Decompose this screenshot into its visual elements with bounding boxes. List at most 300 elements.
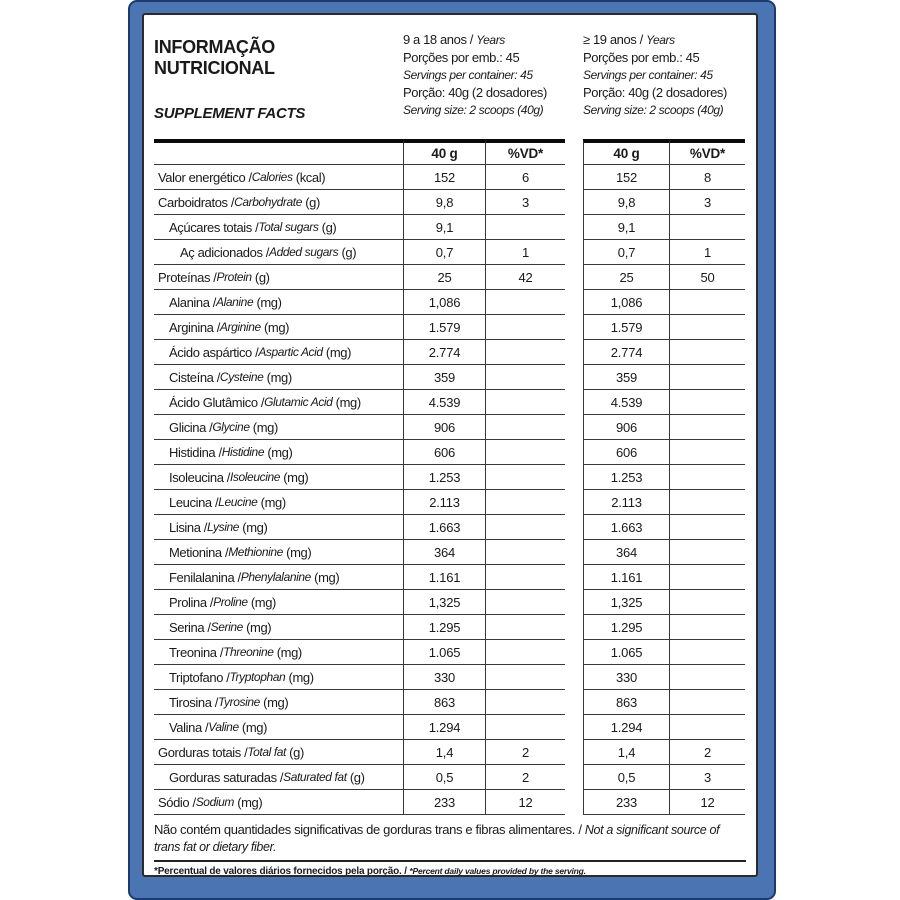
nutrient-name-pt: Sódio /: [158, 794, 196, 810]
amount-cell-group2: 1.065: [583, 640, 669, 665]
amount-cell-group2: 1,325: [583, 590, 669, 615]
dv-cell-group2: [669, 465, 745, 490]
dv-cell-group2: [669, 390, 745, 415]
dv-cell-group1: [485, 215, 565, 240]
amount-cell-group2: 1,4: [583, 740, 669, 765]
nutrient-name-pt: Isoleucina /: [169, 469, 230, 485]
dv-cell-group1: [485, 515, 565, 540]
table-gap: [565, 640, 583, 665]
nutrient-label-cell: [154, 690, 403, 715]
table-gap: [565, 490, 583, 515]
nutrient-name-en: Arginine: [219, 320, 261, 334]
amount-cell-group2: 152: [583, 165, 669, 190]
dv-cell-group1: [485, 690, 565, 715]
amount-cell-group1: 1.253: [403, 465, 485, 490]
dv-cell-group1: [485, 315, 565, 340]
nutrient-unit: (g): [285, 744, 304, 760]
table-gap: [565, 540, 583, 565]
nutrient-name-en: Tryptophan: [229, 670, 286, 684]
age-group-1-block: [403, 31, 583, 119]
nutrition-label-card: [142, 13, 758, 877]
nutrient-name-en: Phenylalanine: [240, 570, 311, 584]
age-group-2-block: [583, 31, 745, 119]
nutrient-name-en: Sodium: [195, 795, 234, 809]
dv-cell-group2: [669, 215, 745, 240]
table-row: [154, 765, 746, 790]
nutrient-unit: (g): [338, 244, 357, 260]
nutrient-unit: (mg): [260, 319, 290, 335]
nutrient-name-en: Carbohydrate: [234, 195, 302, 209]
daily-value-footnote: [154, 866, 746, 877]
dv-cell-group1: [485, 640, 565, 665]
table-row: [154, 665, 746, 690]
table-gap: [565, 565, 583, 590]
nutrient-name-en: Calories: [251, 170, 293, 184]
nutrient-name-en: Total fat: [247, 745, 286, 759]
nutrient-label-cell: [154, 615, 403, 640]
amount-cell-group2: 863: [583, 690, 669, 715]
nutrient-label-cell: [154, 190, 403, 215]
amount-cell-group1: 0,5: [403, 765, 485, 790]
nutrient-name-pt: Cisteína /: [169, 369, 220, 385]
table-row: [154, 640, 746, 665]
amount-cell-group1: 1.065: [403, 640, 485, 665]
table-row: [154, 165, 746, 190]
page-title: [154, 37, 403, 79]
amount-cell-group2: 4.539: [583, 390, 669, 415]
nutrient-label-cell: [154, 340, 403, 365]
portion-pt-1: Porção: 40g (2 dosadores): [403, 85, 547, 101]
portion-en-1: Serving size: 2 scoops (40g): [403, 102, 544, 117]
table-row: [154, 715, 746, 740]
nutrient-name-en: Proline: [213, 595, 248, 609]
dv-cell-group2: 12: [669, 790, 745, 815]
nutrient-name-en: Total sugars: [258, 220, 319, 234]
nutrient-label-cell: [154, 640, 403, 665]
amount-cell-group1: 152: [403, 165, 485, 190]
dv-cell-group2: 2: [669, 740, 745, 765]
nutrient-name-pt: Metionina /: [169, 544, 229, 560]
table-row: [154, 365, 746, 390]
dv-cell-group2: [669, 365, 745, 390]
dv-header-1: %VD*: [485, 139, 565, 165]
nutrient-unit: (mg): [249, 419, 278, 435]
table-row: [154, 215, 746, 240]
dv-cell-group2: [669, 540, 745, 565]
dv-cell-group2: [669, 290, 745, 315]
nutrient-name-en: Added sugars: [269, 245, 339, 259]
nutrient-label-cell: [154, 765, 403, 790]
nutrient-unit: (mg): [264, 444, 293, 460]
nutrient-name-en: Valine: [208, 720, 239, 734]
trans-fat-note: [154, 822, 746, 855]
dv-cell-group1: [485, 365, 565, 390]
table-gap: [565, 465, 583, 490]
header-title-block: [154, 31, 403, 122]
nutrient-label-cell: [154, 790, 403, 815]
dv-cell-group1: 42: [485, 265, 565, 290]
table-gap: [565, 440, 583, 465]
nutrient-name-en: Tyrosine: [217, 695, 260, 709]
dv-cell-group2: [669, 690, 745, 715]
dv-cell-group2: [669, 565, 745, 590]
dv-cell-group2: [669, 315, 745, 340]
amount-cell-group2: 1.579: [583, 315, 669, 340]
table-row: [154, 590, 746, 615]
table-gap: [565, 165, 583, 190]
amount-cell-group2: 9,8: [583, 190, 669, 215]
amount-cell-group1: 4.539: [403, 390, 485, 415]
amount-cell-group1: 1.295: [403, 615, 485, 640]
nutrient-label-cell: [154, 165, 403, 190]
dv-cell-group1: [485, 715, 565, 740]
dv-cell-group1: 2: [485, 740, 565, 765]
amount-cell-group2: 2.113: [583, 490, 669, 515]
amount-cell-group1: 1.294: [403, 715, 485, 740]
nutrient-label-cell: [154, 565, 403, 590]
dv-cell-group1: [485, 465, 565, 490]
dv-cell-group2: [669, 665, 745, 690]
table-row: [154, 790, 746, 815]
amount-cell-group2: 359: [583, 365, 669, 390]
nutrient-name-pt: Lisina /: [169, 519, 207, 535]
table-row: [154, 690, 746, 715]
table-gap: [565, 315, 583, 340]
table-body: [154, 165, 746, 815]
nutrient-name-en: Histidine: [221, 445, 265, 459]
amount-header-1: 40 g: [403, 139, 485, 165]
dv-cell-group2: 3: [669, 190, 745, 215]
amount-cell-group1: 1,325: [403, 590, 485, 615]
table-row: [154, 315, 746, 340]
table-row: [154, 515, 746, 540]
nutrient-name-en: Protein: [216, 270, 252, 284]
dv-cell-group1: [485, 540, 565, 565]
table-gap: [565, 765, 583, 790]
nutrient-unit: (mg): [280, 469, 309, 485]
dv-cell-group1: [485, 290, 565, 315]
dv-cell-group1: [485, 615, 565, 640]
table-row: [154, 540, 746, 565]
nutrient-name-en: Lysine: [207, 520, 240, 534]
nutrient-name-en: Serine: [210, 620, 243, 634]
table-row: [154, 440, 746, 465]
dv-cell-group2: [669, 490, 745, 515]
nutrient-name-pt: Aç adicionados /: [180, 244, 269, 260]
dv-cell-group1: 12: [485, 790, 565, 815]
table-gap: [565, 290, 583, 315]
nutrient-name-en: Cysteine: [219, 370, 264, 384]
table-row: [154, 415, 746, 440]
table-row: [154, 265, 746, 290]
nutrient-name-en: Saturated fat: [283, 770, 347, 784]
amount-cell-group1: 364: [403, 540, 485, 565]
nutrient-label-cell: [154, 365, 403, 390]
table-row: [154, 740, 746, 765]
dv-cell-group2: [669, 515, 745, 540]
table-row: [154, 615, 746, 640]
nutrient-name-pt: Histidina /: [169, 444, 222, 460]
table-row: [154, 390, 746, 415]
nutrition-table: [154, 139, 746, 815]
age-range-pt-1: 9 a 18 anos /: [403, 32, 473, 47]
nutrient-name-pt: Serina /: [169, 619, 211, 635]
dv-cell-group1: [485, 590, 565, 615]
amount-cell-group2: 233: [583, 790, 669, 815]
nutrient-unit: (g): [346, 769, 365, 785]
dv-cell-group1: [485, 390, 565, 415]
table-gap: [565, 365, 583, 390]
table-gap: [565, 415, 583, 440]
amount-cell-group1: 863: [403, 690, 485, 715]
dv-cell-group1: [485, 415, 565, 440]
amount-cell-group2: 1.294: [583, 715, 669, 740]
nutrient-label-cell: [154, 465, 403, 490]
dv-cell-group2: [669, 440, 745, 465]
amount-cell-group1: 330: [403, 665, 485, 690]
amount-cell-group1: 2.774: [403, 340, 485, 365]
table-gap: [565, 240, 583, 265]
table-gap: [565, 265, 583, 290]
dv-cell-group2: [669, 590, 745, 615]
table-gap: [565, 340, 583, 365]
dv-cell-group1: 3: [485, 190, 565, 215]
table-gap: [565, 665, 583, 690]
nutrient-name-en: Glycine: [212, 420, 250, 434]
dv-cell-group1: [485, 440, 565, 465]
nutrient-label-cell: [154, 240, 403, 265]
table-gap: [565, 790, 583, 815]
servings-en-1: Servings per container: 45: [403, 67, 533, 82]
table-row: [154, 340, 746, 365]
amount-cell-group2: 2.774: [583, 340, 669, 365]
nutrient-unit: (mg): [285, 669, 314, 685]
supplement-facts-subtitle: SUPPLEMENT FACTS: [154, 105, 306, 122]
nutrient-label-cell: [154, 515, 403, 540]
dv-cell-group2: 3: [669, 765, 745, 790]
table-row: [154, 465, 746, 490]
table-gap: [565, 615, 583, 640]
label-header: [154, 31, 746, 135]
nutrient-label-cell: [154, 440, 403, 465]
nutrient-name-en: Methionine: [228, 545, 283, 559]
nutrient-label-cell: [154, 290, 403, 315]
dv-cell-group2: 50: [669, 265, 745, 290]
age-range-en-1: Years: [476, 33, 505, 47]
nutrient-name-pt: Prolina /: [169, 594, 214, 610]
nutrient-unit: (g): [301, 194, 320, 210]
table-row: [154, 190, 746, 215]
amount-cell-group1: 25: [403, 265, 485, 290]
table-gap: [565, 715, 583, 740]
dv-cell-group1: [485, 665, 565, 690]
amount-cell-group1: 1.579: [403, 315, 485, 340]
amount-cell-group2: 25: [583, 265, 669, 290]
nutrient-name-pt: Treonina /: [169, 644, 224, 660]
nutrient-label-cell: [154, 665, 403, 690]
table-gap: [565, 390, 583, 415]
nutrient-unit: (mg): [242, 619, 272, 635]
nutrient-name-en: Threonine: [223, 645, 274, 659]
dv-cell-group2: [669, 415, 745, 440]
dv-cell-group1: [485, 340, 565, 365]
portion-en-2: Serving size: 2 scoops (40g): [583, 102, 724, 117]
dv-cell-group2: 8: [669, 165, 745, 190]
table-row: [154, 490, 746, 515]
nutrient-name-en: Leucine: [218, 495, 258, 509]
table-row: [154, 290, 746, 315]
nutrient-label-cell: [154, 590, 403, 615]
amount-cell-group2: 906: [583, 415, 669, 440]
dv-cell-group2: [669, 640, 745, 665]
table-gap: [565, 515, 583, 540]
nutrient-name-pt: Leucina /: [169, 494, 219, 510]
dv-cell-group2: [669, 615, 745, 640]
amount-cell-group1: 2.113: [403, 490, 485, 515]
nutrient-unit: (mg): [259, 694, 289, 710]
nutrient-unit: (kcal): [292, 169, 326, 185]
servings-en-2: Servings per container: 45: [583, 67, 713, 82]
amount-cell-group2: 364: [583, 540, 669, 565]
age-range-line-1: [403, 31, 583, 49]
age-range-pt-2: ≥ 19 anos /: [583, 32, 643, 47]
table-header-row: [154, 139, 746, 165]
nutrient-unit: (mg): [257, 494, 286, 510]
card-content: [144, 31, 756, 877]
age-range-en-2: Years: [646, 33, 675, 47]
nutrient-unit: (mg): [253, 294, 282, 310]
nutrient-name-pt: Fenilalanina /: [169, 569, 241, 585]
nutrient-unit: (mg): [263, 369, 292, 385]
dv-cell-group1: [485, 490, 565, 515]
table-gap: [565, 190, 583, 215]
dv-footnote-separator: /: [401, 866, 410, 877]
table-row: [154, 240, 746, 265]
amount-cell-group1: 906: [403, 415, 485, 440]
dv-cell-group2: 1: [669, 240, 745, 265]
nutrient-name-en: Isoleucine: [229, 470, 281, 484]
nutrient-name-pt: Gorduras saturadas /: [169, 769, 284, 785]
nutrient-name-pt: Tirosina /: [169, 694, 218, 710]
amount-header-2: 40 g: [583, 139, 669, 165]
dv-cell-group1: 2: [485, 765, 565, 790]
nutrient-name-pt: Gorduras totais /: [158, 744, 248, 760]
amount-cell-group1: 1,4: [403, 740, 485, 765]
portion-pt-2: Porção: 40g (2 dosadores): [583, 85, 727, 101]
nutrient-name-pt: Ácido aspártico /: [169, 344, 259, 360]
amount-cell-group2: 1.663: [583, 515, 669, 540]
nutrient-label-cell: [154, 540, 403, 565]
dv-footnote-pt: *Percentual de valores diários fornecidos pela porção.: [154, 866, 402, 877]
nutrient-name-en: Glutamic Acid: [264, 395, 333, 409]
table-gap: [565, 590, 583, 615]
nutrient-name-pt: Valina /: [169, 719, 209, 735]
amount-cell-group2: 1.253: [583, 465, 669, 490]
nutrient-name-pt: Valor energético /: [158, 169, 252, 185]
dv-footnote-en: *Percent daily values provided by the serving.: [409, 866, 586, 876]
nutrient-name-pt: Açúcares totais /: [169, 219, 259, 235]
amount-cell-group1: 1,086: [403, 290, 485, 315]
amount-cell-group1: 1.161: [403, 565, 485, 590]
amount-cell-group2: 1.161: [583, 565, 669, 590]
note-pt: Não contém quantidades significativas de gorduras trans e fibras alimentares.: [154, 822, 576, 837]
dv-cell-group1: 1: [485, 240, 565, 265]
amount-cell-group1: 9,8: [403, 190, 485, 215]
amount-cell-group2: 1.295: [583, 615, 669, 640]
nutrient-name-pt: Alanina /: [169, 294, 216, 310]
nutrient-label-cell: [154, 715, 403, 740]
nutrient-name-pt: Carboidratos /: [158, 194, 235, 210]
footnote-divider: [154, 860, 746, 862]
nutrient-unit: (mg): [238, 719, 268, 735]
dv-cell-group2: [669, 715, 745, 740]
amount-cell-group2: 606: [583, 440, 669, 465]
amount-cell-group2: 0,5: [583, 765, 669, 790]
table-row: [154, 565, 746, 590]
nutrient-unit: (mg): [273, 644, 302, 660]
nutrient-unit: (g): [251, 269, 270, 285]
nutrient-label-cell: [154, 490, 403, 515]
note-separator: /: [575, 822, 585, 837]
nutrient-label-cell: [154, 415, 403, 440]
nutrient-name-pt: Proteínas /: [158, 269, 217, 285]
nutrient-name-en: Aspartic Acid: [258, 345, 323, 359]
amount-cell-group1: 606: [403, 440, 485, 465]
note-en: Not a significant source of trans fat or dietary fiber.: [154, 823, 720, 854]
nutrient-label-cell: [154, 740, 403, 765]
nutrient-unit: (mg): [332, 394, 361, 410]
nutrient-unit: (mg): [239, 519, 268, 535]
nutrient-unit: (mg): [282, 544, 312, 560]
nutrient-unit: (mg): [322, 344, 352, 360]
nutrient-label-cell: [154, 315, 403, 340]
nutrient-name-pt: Glicina /: [169, 419, 213, 435]
servings-pt-2: Porções por emb.: 45: [583, 50, 700, 66]
title-line-1: INFORMAÇÃO: [154, 37, 275, 57]
nutrient-label-cell: [154, 215, 403, 240]
title-line-2: NUTRICIONAL: [154, 58, 275, 78]
amount-cell-group2: 9,1: [583, 215, 669, 240]
nutrient-header-cell: [154, 139, 403, 165]
amount-cell-group1: 0,7: [403, 240, 485, 265]
amount-cell-group2: 1,086: [583, 290, 669, 315]
amount-cell-group1: 1.663: [403, 515, 485, 540]
table-gap: [565, 690, 583, 715]
amount-cell-group1: 359: [403, 365, 485, 390]
nutrient-name-pt: Arginina /: [169, 319, 220, 335]
amount-cell-group2: 0,7: [583, 240, 669, 265]
table-gap: [565, 740, 583, 765]
nutrient-label-cell: [154, 390, 403, 415]
nutrient-unit: (mg): [310, 569, 340, 585]
nutrient-unit: (mg): [233, 794, 263, 810]
amount-cell-group1: 233: [403, 790, 485, 815]
dv-cell-group1: 6: [485, 165, 565, 190]
age-range-line-2: [583, 31, 745, 49]
nutrient-unit: (g): [318, 219, 337, 235]
table-gap: [565, 215, 583, 240]
amount-cell-group1: 9,1: [403, 215, 485, 240]
nutrient-name-en: Alanine: [216, 295, 254, 309]
amount-cell-group2: 330: [583, 665, 669, 690]
nutrient-name-pt: Ácido Glutâmico /: [169, 394, 265, 410]
nutrient-label-cell: [154, 265, 403, 290]
dv-cell-group2: [669, 340, 745, 365]
nutrient-name-pt: Triptofano /: [169, 669, 230, 685]
dv-header-2: %VD*: [669, 139, 745, 165]
blue-frame: [128, 0, 776, 900]
dv-cell-group1: [485, 565, 565, 590]
